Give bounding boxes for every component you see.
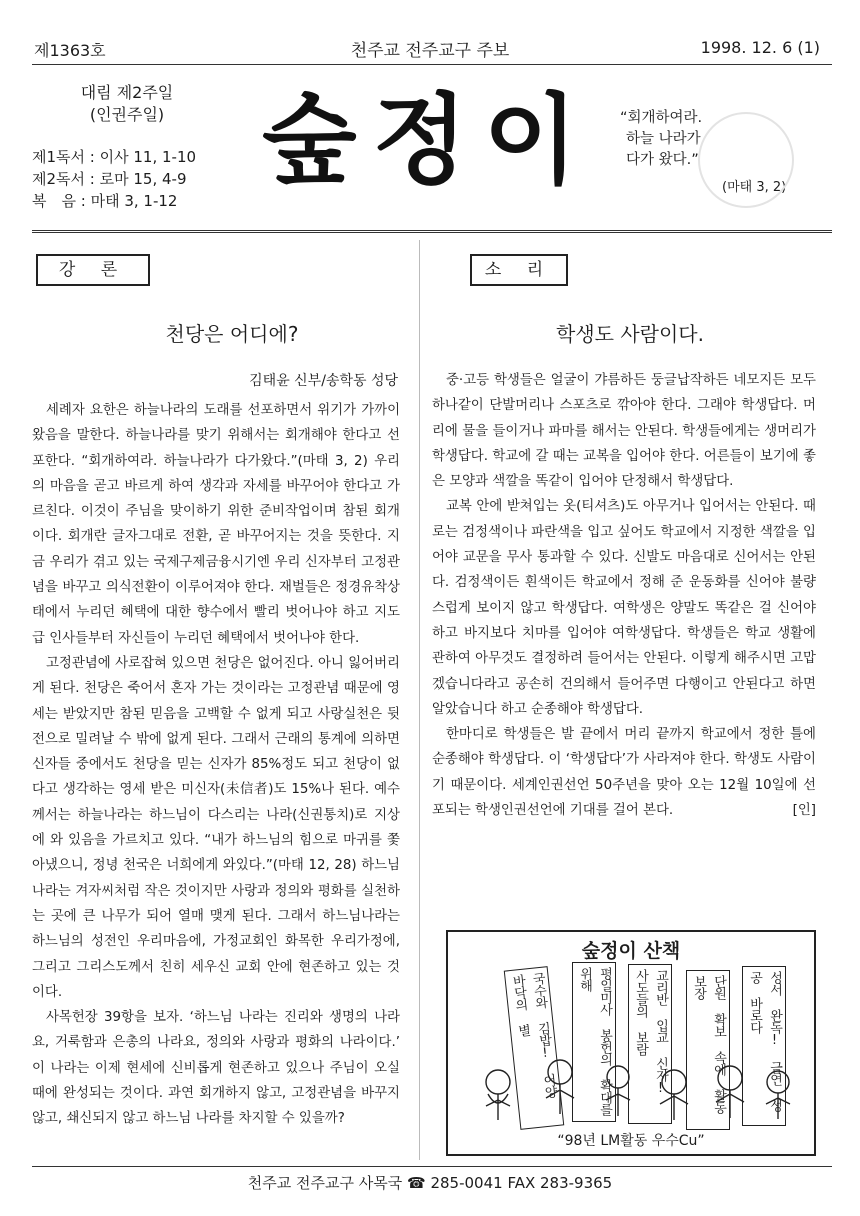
footer-org: 천주교 전주교구 사목국: [247, 1174, 403, 1192]
quote-line-1: “회개하여라.: [620, 110, 703, 126]
sermon-paragraph-1: 세례자 요한은 하늘나라의 도래를 선포하면서 위기가 가까이 왔음을 말한다. 하늘나라를 맞기 위해서는 회개해야 한다고 선포한다. “회개하여라. 하늘나라가 다가왔다.”(마태 3, 2) 우리의 마음을 곧고 바르게 하여 생각과 자세를 바꾸어야 한다고 가르친다. 이것이 주님을 맞이하기 위한 준비작업이며 참된 회개이다. 회개란 글자그대로 전환, 곧 바꾸어지는 것을 뜻한다. 지금 우리가 겪고 있는 국제구제금융시기엔 우리 신자부터 고정관념을 바꾸고 의식전환이 이루어져야 한다. 재벌들은 정경유착상태에서 누리던 혜택에 대한 향수에서 빨리 벗어나야 하고 지도급 인사들부터 자신들이 누리던 혜택에서 벗어나야 한다.: [32, 403, 400, 646]
cartoon-banner-4: 단원 확보 속에 활동 보장: [686, 970, 730, 1130]
voice-paragraph-2: 교복 안에 받쳐입는 옷(티셔츠)도 아무거나 입어서는 안된다. 때로는 검정색이나 파란색을 입고 싶어도 학교에서 지정한 색깔을 입어야 교문을 무사 통과할 수 있다. 신발도 마음대로 신어서는 안된다. 검정색이든 흰색이든 학교에서 정해 준 운동화를 신어야 불량스럽게 보이지 않고 학생답다. 여학생은 양말도 똑같은 걸 신어야 하고 바지보다 치마를 입어야 여학생답다. 학생들은 학교 생활에 관하여 아무것도 결정하려 들어서는 안된다. 이렇게 해주시면 고맙겠습니다라고 공손히 건의해서 들어주면 다행이고 안된다고 하면 알았습니다 하고 순종해야 학생답다.: [432, 499, 816, 717]
voice-paragraph-3: 한마디로 학생들은 발 끝에서 머리 끝까지 학교에서 정한 틀에 순종해야 학생답다. 이 ‘학생답다’가 사라져야 한다. 학생도 사람이기 때문이다. 세계인권선언 50주년을 맞아 오는 12월 10일에 선포되는 학생인권선언에 기대를 걸어 본다.: [432, 727, 816, 819]
phone-icon: ☎: [406, 1174, 426, 1192]
footer-phone: 285-0041: [430, 1174, 503, 1192]
issue-number: 제1363호: [34, 41, 106, 60]
cartoon-banner-1: 국수와 김밥! 어양 바닥의 별: [504, 966, 564, 1130]
issue-date: 1998. 12. 6 (1): [700, 38, 820, 57]
sermon-body: [32, 398, 400, 1132]
liturgy-week: 대림 제2주일: [80, 83, 174, 102]
quote-line-2: 하늘 나라가: [626, 131, 701, 147]
cartoon-banner-2: 평일미사 봉헌의 확대를 위해: [572, 962, 616, 1122]
cartoon-banner-5: 성서 완독! 금연 성공 바로다: [742, 966, 786, 1126]
publisher-name: 천주교 전주교구 주보: [350, 41, 510, 61]
masthead-rule: [32, 230, 832, 233]
voice-signature: [인]: [792, 803, 816, 819]
reading-1-text: : 이사 11, 1-10: [89, 148, 197, 166]
section-label-voice: 소 리: [470, 254, 568, 286]
voice-body: [432, 368, 816, 818]
cartoon-frame: [446, 930, 816, 1156]
masthead-title: 숲정이: [262, 83, 595, 198]
column-divider: [419, 240, 420, 1160]
cartoon-caption: “98년 LM활동 우수Cu”: [557, 1133, 705, 1149]
liturgy-block: [32, 82, 252, 212]
reading-2-text: : 로마 15, 4-9: [89, 170, 187, 188]
liturgy-week-sub: (인권주일): [89, 105, 165, 124]
quote-line-3: 다가 왔다.”: [626, 152, 699, 168]
voice-paragraph-1: 중·고등 학생들은 얼굴이 갸름하든 둥글납작하든 네모지든 모두 하나같이 단발머리나 스포츠로 깎아야 한다. 그래야 학생답다. 머리에 물을 들이거나 파마를 해서는 안된다. 학생들에게는 생머리가 학생답다. 학교에 갈 때는 교복을 입어야 한다. 어른들이 보기에 좋은 모양과 색깔을 똑같이 입어야 단정해서 학생답다.: [432, 373, 816, 490]
sermon-title: 천당은 어디에?: [165, 322, 299, 346]
sermon-paragraph-3: 사목헌장 39항을 보자. ‘하느님 나라는 진리와 생명의 나라요, 거룩함과 은총의 나라요, 정의와 사랑과 평화의 나라이다.’ 이 나라는 이제 현세에 신비롭게 현존하고 있으나 주님이 오실 때에 완성되는 것이다. 과연 회개하지 않고, 고정관념을 바꾸지 않고, 쇄신되지 않고 하느님 나라를 차지할 수 있을까?: [32, 1010, 400, 1127]
masthead-quote: [620, 108, 702, 171]
section-label-sermon: 강 론: [36, 254, 150, 286]
reading-1: [32, 146, 252, 168]
footer-rule: [32, 1166, 832, 1167]
reading-2: [32, 168, 252, 190]
header-rule: [32, 64, 832, 65]
reading-3: [32, 190, 252, 212]
sermon-paragraph-2: 고정관념에 사로잡혀 있으면 천당은 없어진다. 아니 잃어버리게 된다. 천당은 죽어서 혼자 가는 것이라는 고정관념 때문에 영세는 받았지만 참된 믿음을 고백할 수 없게 되고 사랑실천은 뒷전으로 밀려날 수 밖에 없게 된다. 그래서 근래의 통계에 의하면 신자들 중에서도 천당을 믿는 신자가 85%정도 되고 천당이 없다고 생각하는 영세 받은 미신자(未信者)도 15%나 된다. 예수께서는 하늘나라는 하느님이 다스리는 나라(신권통치)로 지상에 와 있음을 가르치고 있다. “내가 하느님의 힘으로 마귀를 쫓아냈으니, 정녕 천국은 너희에게 와있다.”(마태 12, 28) 하느님나라는 겨자씨처럼 작은 것이지만 사랑과 정의와 평화를 실천하는 곳에 큰 나무가 되어 열매 맺게 된다. 그래서 하느님나라는 하느님의 성전인 우리마음에, 가정교회인 화목한 우리가정에, 그리고 그리스도께서 친히 세우신 교회 안에 현존하고 있는 것이다.: [32, 655, 400, 1000]
voice-title: 학생도 사람이다.: [556, 322, 704, 346]
cartoon-title: 숲정이 산책: [581, 940, 681, 962]
reading-3-text: : 마태 3, 1-12: [80, 192, 178, 210]
sermon-byline: 김태윤 신부/송학동 성당: [249, 373, 398, 389]
reading-3-label: 복 음: [32, 192, 76, 210]
quote-reference: (마태 3, 2): [722, 180, 787, 195]
footer-fax: FAX 283-9365: [507, 1174, 613, 1192]
cartoon-banner-3: 교리반 입교 신자! 사도들의 보람: [628, 964, 672, 1124]
footer-contact: [0, 1172, 860, 1193]
reading-2-label: 제2독서: [32, 170, 86, 188]
reading-1-label: 제1독서: [32, 148, 86, 166]
faint-seal: [698, 112, 794, 208]
